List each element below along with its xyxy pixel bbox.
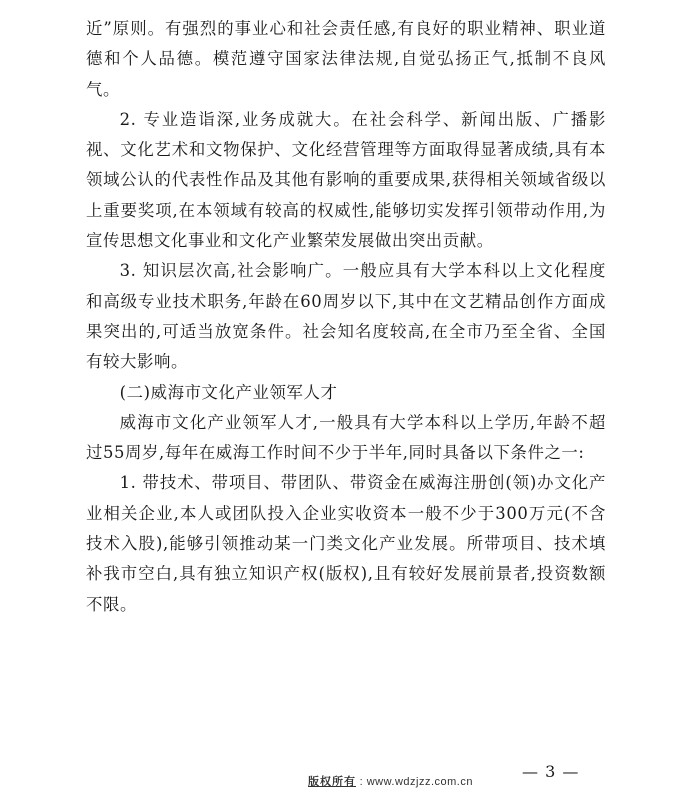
- watermark-separator: :: [359, 776, 364, 788]
- document-body: [86, 14, 606, 620]
- page-number: — 3 —: [522, 762, 580, 781]
- watermark-label: 版权所有: [308, 776, 356, 788]
- paragraph-criterion-2: 2. 专业造诣深,业务成就大。在社会科学、新闻出版、广播影视、文化艺术和文物保护、文化经营管理等方面取得显著成绩,具有本领域公认的代表性作品及其他有影响的重要成果,获得相关领域省级以上重要奖项,在本领域有较高的权威性,能够切实发挥引领带动作用,为宣传思想文化事业和文化产业繁荣发展做出突出贡献。: [86, 109, 606, 251]
- watermark-url: www.wdzjzz.com.cn: [366, 776, 473, 788]
- paragraph-condition-1: 1. 带技术、带项目、带团队、带资金在威海注册创(领)办文化产业相关企业,本人或团队投入企业实收资本一般不少于300万元(不含技术入股),能够引领推动某一门类文化产业发展。所带项目、技术填补我市空白,具有独立知识产权(版权),且有较好发展前景者,投资数额不限。: [86, 473, 606, 614]
- paragraph-intro-continued: 近”原则。有强烈的事业心和社会责任感,有良好的职业精神、职业道德和个人品德。模范遵守国家法律法规,自觉弘扬正气,抵制不良风气。: [86, 19, 606, 99]
- paragraph-criterion-3: 3. 知识层次高,社会影响广。一般应具有大学本科以上文化程度和高级专业技术职务,年龄在60周岁以下,其中在文艺精品创作方面成果突出的,可适当放宽条件。社会知名度较高,在全市乃至全省、全国有较大影响。: [86, 261, 606, 372]
- paragraph-section-intro: 威海市文化产业领军人才,一般具有大学本科以上学历,年龄不超过55周岁,每年在威海工作时间不少于半年,同时具备以下条件之一:: [86, 412, 606, 463]
- section-heading: (二)威海市文化产业领军人才: [119, 382, 338, 402]
- watermark: [308, 773, 473, 789]
